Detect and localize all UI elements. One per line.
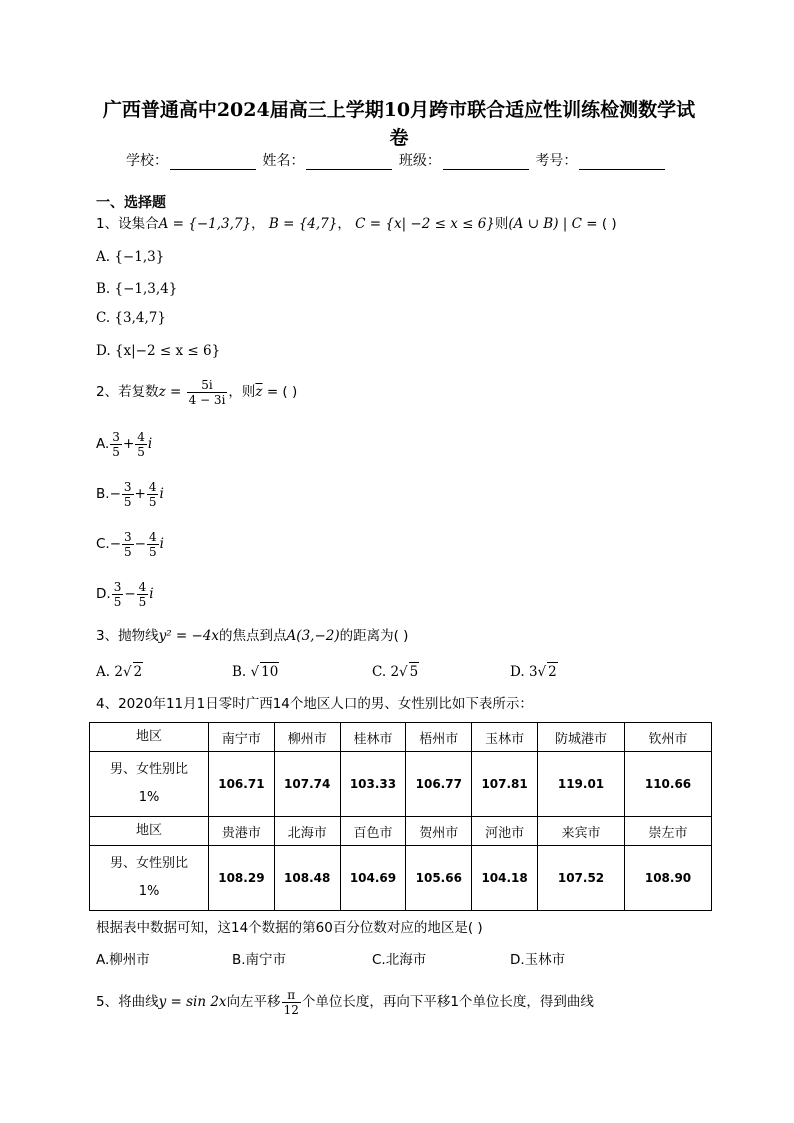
ratio-header: 男、女性别比 1% — [90, 752, 209, 817]
question-4-stem: 4、2020年11月1日零时广西14个地区人口的男、女性别比如下表所示： — [96, 696, 533, 712]
sqrt-icon: √ — [537, 664, 547, 680]
q1-option-a: A. {−1,3} — [96, 249, 165, 265]
table-cell: 106.77 — [406, 752, 472, 817]
title-line-1: 广西普通高中2024届高三上学期10月跨市联合适应性训练检测数学试 — [102, 99, 696, 121]
table-cell: 110.66 — [625, 752, 712, 817]
school-blank — [170, 154, 256, 170]
question-3-stem: 3、抛物线y² = −4x的焦点到点A(3,−2)的距离为( ) — [96, 628, 409, 644]
title-line-2: 卷 — [389, 127, 409, 149]
table-row — [90, 846, 712, 911]
table-cell: 108.48 — [274, 846, 340, 911]
table-cell: 107.81 — [472, 752, 538, 817]
table-cell: 崇左市 — [625, 817, 712, 846]
table-cell: 防城港市 — [538, 723, 625, 752]
parabola-equation: y² = −4x — [158, 628, 220, 644]
region-header: 地区 — [90, 723, 209, 752]
q2-option-b: B.− $\frac{3}{5}$ + $\frac{4}{5}$ i — [96, 479, 164, 509]
table-cell: 玉林市 — [472, 723, 538, 752]
table-cell: 107.74 — [274, 752, 340, 817]
question-2-stem: 2、若复数z = $\frac{5i}{4 - 3i}$ ，则$\overline{z}$ = ( ) — [96, 377, 298, 407]
sqrt-icon: √ — [250, 664, 260, 680]
class-label: 班级： — [398, 153, 441, 169]
question-1-stem: 1、设集合A = {−1,3,7}， B = {4,7}， C = {x| −2 ≤ x ≤ 6}则(A ∪ B) | C = ( ) — [96, 216, 617, 232]
table-cell: 北海市 — [274, 817, 340, 846]
table-cell: 柳州市 — [274, 723, 340, 752]
q2-option-a: A. $\frac{3}{5}$ + $\frac{4}{5}$ i — [96, 429, 153, 459]
exam-title — [92, 96, 706, 152]
table-cell: 119.01 — [538, 752, 625, 817]
table-cell: 来宾市 — [538, 817, 625, 846]
student-info-row — [126, 150, 667, 170]
exam-no-label: 考号： — [535, 153, 578, 169]
q2-option-d: D. $\frac{3}{5}$ − $\frac{4}{5}$ i — [96, 579, 154, 609]
set-c: C = {x| −2 ≤ x ≤ 6} — [355, 216, 495, 232]
q3-option-d: D. 3√ 2 — [510, 664, 557, 680]
q4-option-b: B.南宁市 — [232, 952, 287, 968]
q4-option-a: A.柳州市 — [96, 952, 150, 968]
school-label: 学校： — [126, 153, 168, 169]
class-blank — [443, 154, 529, 170]
table-cell: 103.33 — [340, 752, 406, 817]
question-5-stem: 5、将曲线y = sin 2x向左平移 $\frac{\pi}{12}$ 个单位长度，再向下平移1个单位长度，得到曲线 — [96, 987, 594, 1017]
region-header: 地区 — [90, 817, 209, 846]
q2-fraction: $\frac{5i}{4 - 3i}$ — [188, 377, 226, 407]
section-heading: 一、选择题 — [96, 195, 166, 211]
q3-option-a: A. 2√ 2 — [96, 664, 143, 680]
q2-option-c: C.− $\frac{3}{5}$ − $\frac{4}{5}$ i — [96, 529, 164, 559]
table-cell: 钦州市 — [625, 723, 712, 752]
curve-equation: y = sin 2x — [158, 994, 227, 1010]
q1-option-c: C. {3,4,7} — [96, 310, 166, 326]
name-blank — [306, 154, 392, 170]
ratio-header: 男、女性别比 1% — [90, 846, 209, 911]
table-row — [90, 817, 712, 846]
q1-option-b: B. {−1,3,4} — [96, 281, 178, 297]
exam-no-blank — [579, 154, 665, 170]
table-cell: 河池市 — [472, 817, 538, 846]
question-4-followup: 根据表中数据可知，这14个数据的第60百分位数对应的地区是( ) — [96, 920, 483, 936]
table-row — [90, 752, 712, 817]
table-cell: 贵港市 — [209, 817, 275, 846]
table-cell: 108.29 — [209, 846, 275, 911]
table-cell: 桂林市 — [340, 723, 406, 752]
table-cell: 104.18 — [472, 846, 538, 911]
set-expression: (A ∪ B) | C — [508, 216, 582, 232]
name-label: 姓名： — [262, 153, 305, 169]
sqrt-icon: √ — [399, 664, 408, 680]
shift-fraction: $\frac{\pi}{12}$ — [283, 987, 299, 1017]
table-cell: 105.66 — [406, 846, 472, 911]
q4-option-d: D.玉林市 — [510, 952, 566, 968]
table-cell: 百色市 — [340, 817, 406, 846]
sex-ratio-table — [89, 722, 712, 911]
table-cell: 贺州市 — [406, 817, 472, 846]
table-cell: 106.71 — [209, 752, 275, 817]
q1-option-d: D. {x|−2 ≤ x ≤ 6} — [96, 343, 221, 359]
table-cell: 108.90 — [625, 846, 712, 911]
sqrt-icon: √ — [122, 664, 132, 680]
point-a: A(3,−2) — [286, 628, 340, 644]
set-a: A = {−1,3,7} — [158, 216, 252, 232]
table-cell: 104.69 — [340, 846, 406, 911]
q3-option-b: B. √ 10 — [232, 664, 279, 680]
table-cell: 梧州市 — [406, 723, 472, 752]
q4-option-c: C.北海市 — [372, 952, 427, 968]
q3-option-c: C. 2√ 5 — [372, 664, 419, 680]
table-cell: 南宁市 — [209, 723, 275, 752]
set-b: B = {4,7} — [268, 216, 338, 232]
table-cell: 107.52 — [538, 846, 625, 911]
table-row — [90, 723, 712, 752]
